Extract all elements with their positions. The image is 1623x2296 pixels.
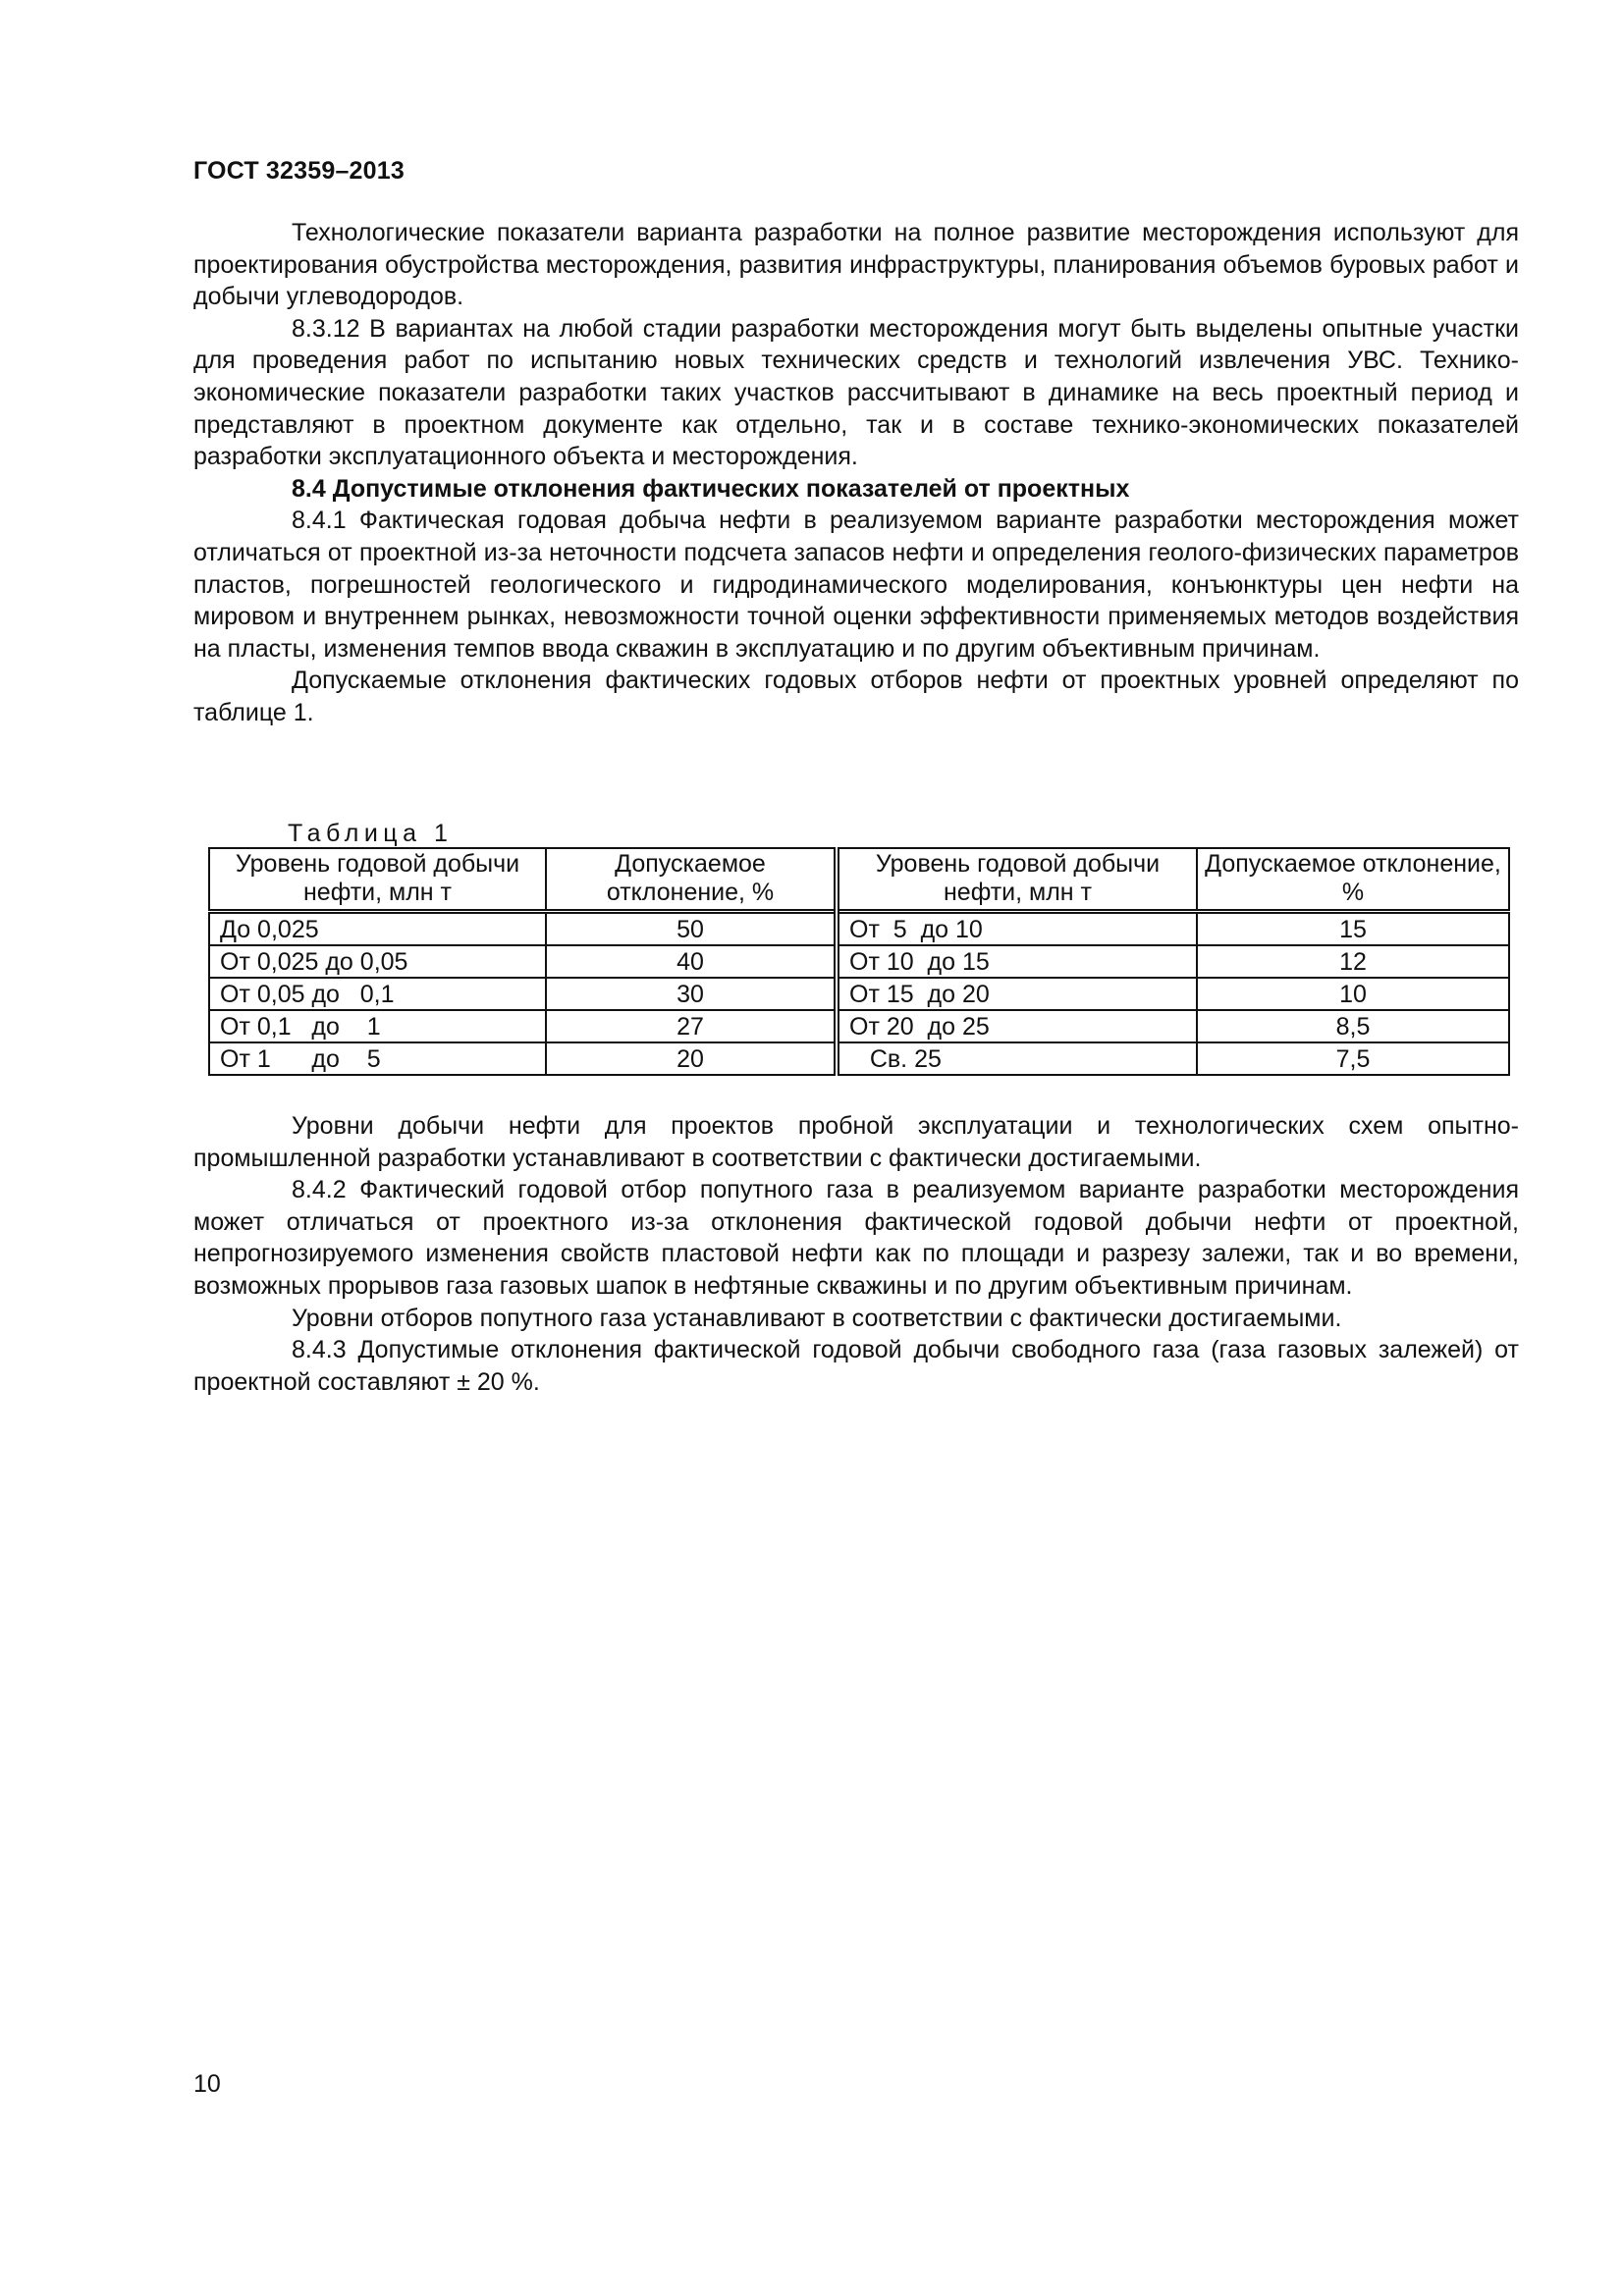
table-cell: От 1 до 5	[209, 1042, 546, 1075]
column-header: Допускаемое отклонение, %	[1197, 848, 1509, 912]
page-number: 10	[193, 2070, 221, 2098]
section-heading: 8.4 Допустимые отклонения фактических показателей от проектных	[292, 474, 1130, 503]
paragraph: 8.4.3 Допустимые отклонения фактической годовой добычи свободного газа (газа газовых залежей) от проектной составляют ± 20 %.	[193, 1336, 1519, 1396]
table-cell: 40	[546, 945, 837, 978]
paragraph: Технологические показатели варианта разработки на полное развитие месторождения используют для проектирования обустройства месторождения, развития инфраструктуры, планирования объемов буровых работ и добычи углеводородов.	[193, 219, 1519, 311]
table-cell: От 0,1 до 1	[209, 1010, 546, 1042]
table-cell: 50	[546, 912, 837, 946]
table-cell: 8,5	[1197, 1010, 1509, 1042]
table-cell: От 0,05 до 0,1	[209, 978, 546, 1010]
paragraph: 8.4.1 Фактическая годовая добыча нефти в реализуемом варианте разработки месторождения может отличаться от проектной из-за неточности подсчета запасов нефти и определения геолого-физических параметров пластов, погрешностей геологического и гидродинамического моделирования, конъюнктуры цен нефти на мировом и внутреннем рынках, невозможности точной оценки эффективности применяемых методов воздействия на пласты, изменения темпов ввода скважин в эксплуатацию и по другим объективным причинам.	[193, 507, 1519, 663]
table-cell: До 0,025	[209, 912, 546, 946]
table-row	[209, 912, 1509, 946]
table-cell: От 0,025 до 0,05	[209, 945, 546, 978]
deviation-table	[208, 847, 1510, 1076]
text-block-lower	[193, 1110, 1519, 1398]
text-block-upper	[193, 217, 1519, 729]
table-cell: 15	[1197, 912, 1509, 946]
table-cell: 27	[546, 1010, 837, 1042]
table-cell: Св. 25	[837, 1042, 1197, 1075]
table-row	[209, 945, 1509, 978]
paragraph: 8.4.2 Фактический годовой отбор попутного газа в реализуемом варианте разработки месторождения может отличаться от проектного из-за отклонения фактической годовой добычи нефти от проектной, непрогнозируемого изменения свойств пластовой нефти как по площади и разрезу залежи, так и во времени, возможных прорывов газа газовых шапок в нефтяные скважины и по другим объективным причинам.	[193, 1176, 1519, 1300]
document-header: ГОСТ 32359–2013	[193, 157, 405, 185]
table-cell: От 15 до 20	[837, 978, 1197, 1010]
table-row	[209, 1042, 1509, 1075]
table-row	[209, 978, 1509, 1010]
table-cell: От 5 до 10	[837, 912, 1197, 946]
table-cell: 20	[546, 1042, 837, 1075]
column-header: Уровень годовой добычи нефти, млн т	[837, 848, 1197, 912]
paragraph: Уровни добычи нефти для проектов пробной эксплуатации и технологических схем опытно-промышленной разработки устанавливают в соответствии с фактически достигаемыми.	[193, 1112, 1519, 1172]
table-caption: Таблица 1	[288, 820, 454, 847]
paragraph: Уровни отборов попутного газа устанавливают в соответствии с фактически достигаемыми.	[292, 1304, 1342, 1332]
table-cell: 10	[1197, 978, 1509, 1010]
table-cell: 12	[1197, 945, 1509, 978]
table-cell: 30	[546, 978, 837, 1010]
table-header-row	[209, 848, 1509, 912]
column-header: Допускаемое отклонение, %	[546, 848, 837, 912]
paragraph: Допускаемые отклонения фактических годовых отборов нефти от проектных уровней определяют по таблице 1.	[193, 667, 1519, 726]
table-row	[209, 1010, 1509, 1042]
table-cell: От 10 до 15	[837, 945, 1197, 978]
table-cell: От 20 до 25	[837, 1010, 1197, 1042]
paragraph: 8.3.12 В вариантах на любой стадии разработки месторождения могут быть выделены опытные участки для проведения работ по испытанию новых технических средств и технологий извлечения УВС. Технико-экономические показатели разработки таких участков рассчитывают в динамике на весь проектный период и представляют в проектном документе как отдельно, так и в составе технико-экономических показателей разработки эксплуатационного объекта и месторождения.	[193, 314, 1519, 471]
table-cell: 7,5	[1197, 1042, 1509, 1075]
column-header: Уровень годовой добычи нефти, млн т	[209, 848, 546, 912]
